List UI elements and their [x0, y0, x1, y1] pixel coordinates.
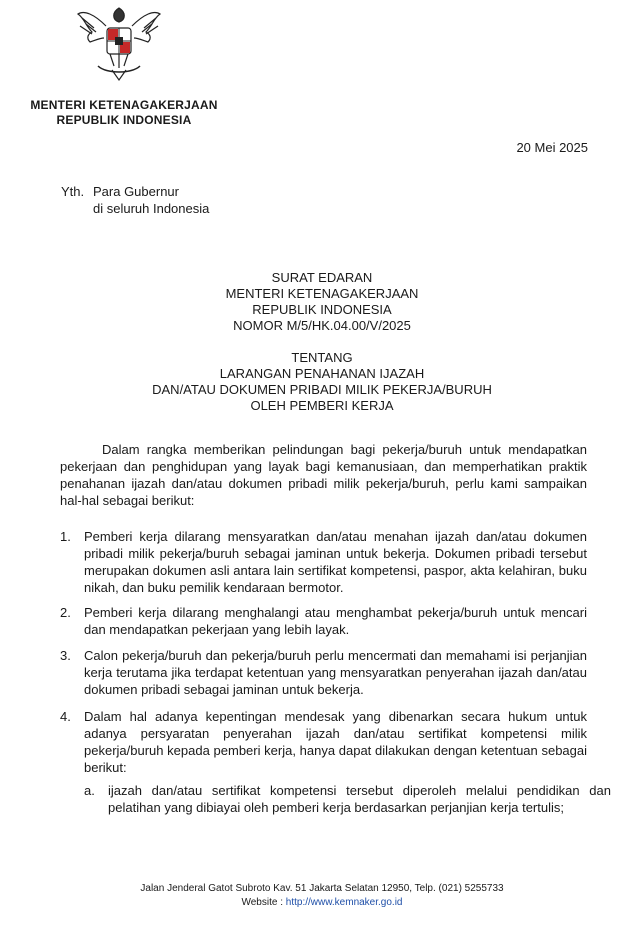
- sub-item-letter: a.: [84, 783, 95, 798]
- item-text: Pemberi kerja dilarang menghalangi atau menghambat pekerja/buruh untuk mencari dan mendapatkan pekerjaan yang lebih layak.: [84, 605, 587, 637]
- subject-line3: DAN/ATAU DOKUMEN PRIBADI MILIK PEKERJA/BURUH: [152, 382, 492, 397]
- item-number: 3.: [60, 648, 71, 663]
- item-number: 2.: [60, 605, 71, 620]
- letter-subject: [0, 350, 644, 414]
- sub-item-text: ijazah dan/atau sertifikat kompetensi tersebut diperoleh melalui pendidikan dan pelatihan yang dibiayai oleh pemberi kerja berdasarkan perjanjian kerja tertulis;: [108, 783, 611, 815]
- garuda-emblem-icon: [76, 4, 162, 88]
- item-number: 1.: [60, 529, 71, 544]
- subject-line1: TENTANG: [291, 350, 353, 365]
- list-item: [60, 708, 587, 776]
- heading-line1: SURAT EDARAN: [271, 270, 373, 285]
- intro-paragraph: Dalam rangka memberikan pelindungan bagi pekerja/buruh untuk mendapatkan pekerjaan dan penghidupan yang layak bagi kemanusiaan, dan memperhatikan praktik penahanan ijazah dan/atau dokumen pribadi milik pekerja/buruh, perlu kami sampaikan hal-hal sebagai berikut:: [60, 442, 587, 508]
- heading-line2: MENTERI KETENAGAKERJAAN: [225, 286, 419, 301]
- ministry-letterhead: [24, 98, 224, 128]
- item-text: Calon pekerja/buruh dan pekerja/buruh perlu mencermati dan memahami isi perjanjian kerja terutama jika terdapat ketentuan yang mensyaratkan penyerahan ijazah dan/atau dokumen pribadi sebagai jaminan untuk bekerja.: [84, 648, 587, 697]
- ministry-name: MENTERI KETENAGAKERJAAN: [30, 98, 218, 112]
- recipient-line2: di seluruh Indonesia: [93, 201, 210, 216]
- country-name: REPUBLIK INDONESIA: [56, 113, 192, 127]
- heading-number: NOMOR M/5/HK.04.00/V/2025: [233, 318, 411, 333]
- heading-line3: REPUBLIK INDONESIA: [252, 302, 392, 317]
- list-item: [60, 604, 587, 638]
- recipient-block: [61, 183, 209, 217]
- list-item: [60, 528, 587, 596]
- letter-heading: [0, 270, 644, 334]
- item-number: 4.: [60, 709, 71, 724]
- footer-address: Jalan Jenderal Gatot Subroto Kav. 51 Jakarta Selatan 12950, Telp. (021) 5255733: [140, 883, 504, 894]
- item-text: Pemberi kerja dilarang mensyaratkan dan/atau menahan ijazah dan/atau dokumen pribadi milik pekerja/buruh sebagai jaminan untuk bekerja. Dokumen pribadi tersebut merupakan dokumen asli antara lain sertifikat kompetensi, paspor, akta kelahiran, buku nikah, dan buku pemilik kendaraan bermotor.: [84, 529, 587, 595]
- subject-line4: OLEH PEMBERI KERJA: [250, 398, 394, 413]
- letter-date: 20 Mei 2025: [516, 140, 588, 155]
- salutation: Yth.: [61, 184, 85, 199]
- sub-list-item: [84, 782, 611, 816]
- recipient-line1: Para Gubernur: [93, 184, 179, 199]
- website-label: Website :: [241, 897, 286, 908]
- page-footer: [0, 882, 644, 910]
- list-item: [60, 647, 587, 698]
- website-link[interactable]: http://www.kemnaker.go.id: [285, 897, 403, 908]
- item-text: Dalam hal adanya kepentingan mendesak yang dibenarkan secara hukum untuk adanya persyaratan penyerahan ijazah dan/atau sertifikat kompetensi milik pekerja/buruh kepada pemberi kerja, hanya dapat dilakukan dengan ketentuan sebagai berikut:: [84, 709, 587, 775]
- subject-line2: LARANGAN PENAHANAN IJAZAH: [219, 366, 425, 381]
